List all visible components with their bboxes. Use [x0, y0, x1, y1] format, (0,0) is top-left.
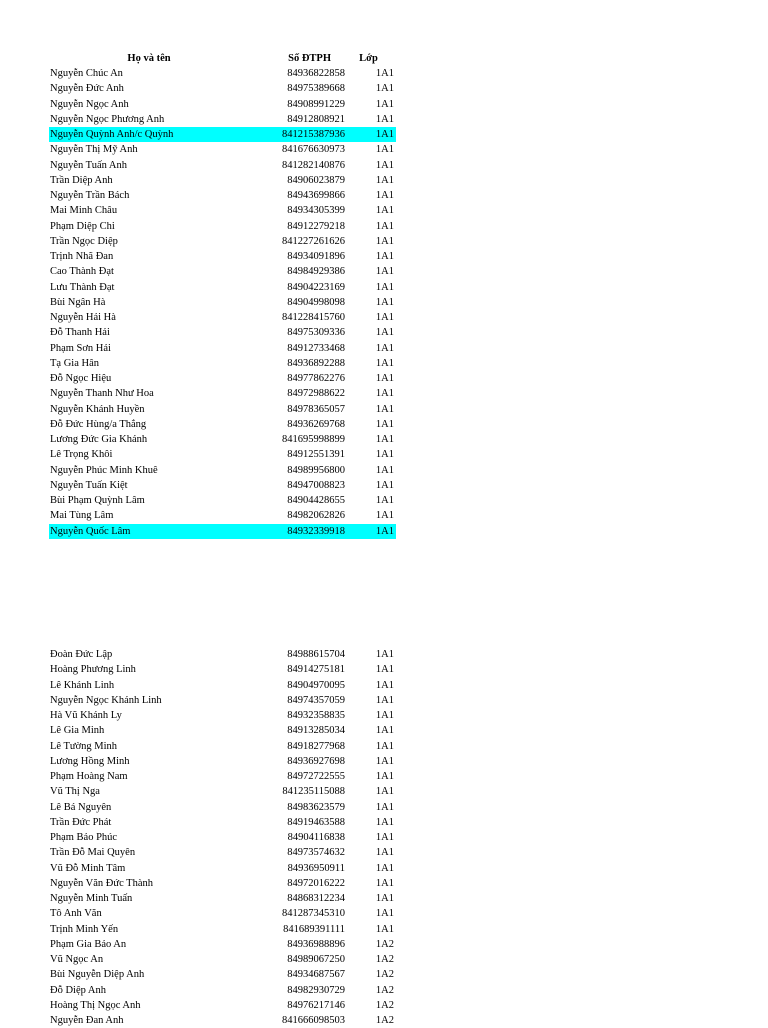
cell-class[interactable]: 1A2	[375, 984, 394, 996]
cell-name[interactable]: Trịnh Minh Yến	[50, 923, 119, 935]
table-row	[49, 417, 396, 432]
cell-name[interactable]: Trần Ngọc Diệp	[50, 235, 118, 247]
cell-class[interactable]: 1A1	[375, 266, 394, 278]
table-row	[49, 158, 396, 173]
table-row	[49, 876, 396, 891]
cell-name[interactable]: Nguyễn Phúc Minh Khuê	[50, 464, 158, 476]
table-body-bottom	[49, 647, 396, 1028]
cell-name[interactable]: Cao Thành Đạt	[50, 266, 114, 278]
cell-class[interactable]: 1A1	[375, 449, 394, 461]
cell-name[interactable]: Mai Minh Châu	[50, 205, 118, 217]
table-row	[49, 815, 396, 830]
table-row	[49, 662, 396, 677]
cell-phone[interactable]: 84988615704	[287, 649, 345, 660]
cell-class[interactable]: 1A1	[375, 83, 394, 95]
cell-name[interactable]: Đỗ Diệp Anh	[50, 984, 106, 996]
cell-phone[interactable]: 84932339918	[249, 524, 349, 539]
cell-name[interactable]: Nguyễn Đan Anh	[50, 1015, 124, 1026]
cell-class[interactable]: 1A1	[375, 235, 394, 247]
cell-class[interactable]: 1A1	[375, 710, 394, 721]
header-class[interactable]: Lớp	[359, 53, 378, 64]
table-row	[49, 983, 396, 998]
cell-name[interactable]: Nguyễn Ngọc Khánh Linh	[50, 694, 162, 706]
cell-name[interactable]: Mai Tùng Lâm	[50, 510, 114, 522]
cell-phone[interactable]: 84912279218	[287, 220, 345, 232]
cell-name[interactable]: Phạm Gia Bảo An	[50, 938, 127, 950]
cell-phone[interactable]: 84975309336	[287, 327, 345, 339]
table-row	[49, 800, 396, 815]
cell-class[interactable]: 1A1	[375, 205, 394, 217]
table-row	[49, 112, 396, 127]
cell-class[interactable]: 1A1	[375, 327, 394, 339]
cell-phone[interactable]: 841666098503	[282, 1015, 345, 1026]
header-phone[interactable]: Số ĐTPH	[288, 53, 331, 64]
cell-class[interactable]: 1A1	[375, 357, 394, 369]
cell-name[interactable]: Vũ Thị Nga	[50, 786, 100, 798]
contacts-table-top	[49, 51, 396, 539]
cell-name[interactable]: Vũ Đỗ Minh Tâm	[50, 862, 126, 874]
cell-name[interactable]: Bùi Phạm Quỳnh Lâm	[50, 495, 145, 506]
cell-class[interactable]: 1A2	[375, 938, 394, 950]
table-row	[49, 249, 396, 264]
cell-class[interactable]: 1A1	[375, 98, 394, 110]
cell-phone[interactable]: 84936988896	[287, 938, 345, 950]
cell-name[interactable]: Nguyễn Minh Tuấn	[50, 893, 133, 904]
cell-phone[interactable]: 84912808921	[287, 113, 345, 125]
cell-name[interactable]: Nguyễn Hải Hà	[50, 312, 116, 323]
cell-phone[interactable]: 841228415760	[282, 312, 345, 323]
cell-class[interactable]: 1A1	[375, 725, 394, 737]
cell-name[interactable]: Hà Vũ Khánh Ly	[50, 710, 122, 721]
table-row	[49, 386, 396, 401]
cell-phone[interactable]: 84982062826	[287, 510, 345, 522]
table-row	[49, 295, 396, 310]
cell-phone[interactable]: 84972722555	[287, 771, 345, 782]
table-row	[49, 906, 396, 921]
cell-class[interactable]: 1A1	[375, 174, 394, 186]
cell-class[interactable]: 1A1	[375, 113, 394, 125]
cell-phone[interactable]: 84943699866	[287, 190, 345, 201]
table-row	[49, 188, 396, 203]
table-row	[49, 127, 396, 142]
header-row	[49, 51, 396, 66]
cell-phone[interactable]: 84976217146	[287, 999, 345, 1011]
cell-name[interactable]: Lưu Thành Đạt	[50, 281, 115, 293]
cell-phone[interactable]: 84932358835	[287, 710, 345, 721]
table-row	[49, 754, 396, 769]
cell-class[interactable]: 1A1	[375, 281, 394, 293]
cell-name[interactable]: Hoàng Phương Linh	[50, 664, 136, 676]
cell-class[interactable]: 1A1	[349, 524, 396, 539]
cell-name[interactable]: Bùi Ngân Hà	[50, 296, 106, 308]
table-row	[49, 998, 396, 1013]
cell-class[interactable]: 1A1	[375, 755, 394, 767]
cell-phone[interactable]: 841282140876	[282, 159, 345, 171]
cell-phone[interactable]: 84972016222	[287, 877, 345, 889]
table-row	[49, 264, 396, 279]
cell-class[interactable]: 1A1	[375, 740, 394, 752]
table-row	[49, 647, 396, 662]
table-row	[49, 478, 396, 493]
contacts-table-bottom	[49, 647, 396, 1028]
cell-class[interactable]: 1A1	[375, 68, 394, 79]
cell-phone[interactable]: 84978365057	[287, 403, 345, 415]
cell-phone[interactable]: 841689391111	[283, 923, 345, 935]
table-row	[49, 234, 396, 249]
table-row	[49, 432, 396, 447]
cell-name[interactable]: Nguyễn Thanh Như Hoa	[50, 388, 154, 400]
cell-class[interactable]: 1A1	[375, 220, 394, 232]
cell-name[interactable]: Lê Bá Nguyên	[50, 801, 112, 813]
cell-class[interactable]: 1A1	[375, 679, 394, 691]
cell-phone[interactable]: 841676630973	[282, 144, 345, 156]
cell-class[interactable]: 1A1	[375, 801, 394, 813]
cell-class[interactable]: 1A1	[375, 388, 394, 400]
cell-name[interactable]: Phạm Bảo Phúc	[50, 832, 118, 843]
cell-phone[interactable]: 84936822858	[287, 68, 345, 79]
cell-phone[interactable]: 84912733468	[287, 342, 345, 354]
cell-name[interactable]: Phạm Sơn Hải	[50, 342, 111, 354]
table-row	[49, 493, 396, 508]
cell-phone[interactable]: 841235115088	[282, 786, 345, 798]
table-row	[49, 524, 396, 539]
table-row	[49, 723, 396, 738]
cell-phone[interactable]: 84934305399	[287, 205, 345, 217]
cell-phone[interactable]: 84989067250	[287, 954, 345, 965]
table-row	[49, 463, 396, 478]
table-row	[49, 922, 396, 937]
cell-class[interactable]: 1A1	[375, 342, 394, 354]
cell-name[interactable]: Lê Tường Minh	[50, 740, 118, 752]
cell-class[interactable]: 1A1	[375, 373, 394, 384]
table-row	[49, 508, 396, 523]
cell-phone[interactable]: 84904998098	[287, 296, 345, 308]
cell-class[interactable]: 1A1	[375, 495, 394, 506]
table-row	[49, 81, 396, 96]
cell-class[interactable]: 1A1	[375, 251, 394, 262]
cell-phone[interactable]: 84947008823	[287, 479, 345, 491]
cell-phone[interactable]: 84868312234	[287, 893, 345, 904]
table-row	[49, 203, 396, 218]
table-row	[49, 280, 396, 295]
cell-name[interactable]: Lương Đức Gia Khánh	[50, 434, 148, 445]
cell-class[interactable]: 1A1	[375, 418, 394, 430]
table-row	[49, 447, 396, 462]
cell-class[interactable]: 1A1	[349, 127, 396, 142]
cell-name[interactable]: Đỗ Đức Hùng/a Thắng	[50, 418, 147, 430]
cell-name[interactable]: Phạm Diệp Chi	[50, 220, 115, 232]
table-row	[49, 219, 396, 234]
cell-name[interactable]: Nguyễn Quốc Lâm	[49, 524, 249, 539]
cell-phone[interactable]: 84984929386	[287, 266, 345, 278]
cell-name[interactable]: Nguyễn Chúc An	[50, 68, 123, 79]
cell-class[interactable]: 1A1	[375, 510, 394, 522]
table-row	[49, 402, 396, 417]
cell-name[interactable]: Đỗ Thanh Hải	[50, 327, 110, 339]
table-row	[49, 142, 396, 157]
cell-class[interactable]: 1A1	[375, 403, 394, 415]
cell-name[interactable]: Nguyễn Trần Bách	[50, 190, 130, 201]
cell-name[interactable]: Nguyễn Ngọc Phương Anh	[50, 113, 165, 125]
cell-class[interactable]: 1A1	[375, 771, 394, 782]
cell-phone[interactable]: 84904428655	[287, 495, 345, 506]
cell-phone[interactable]: 84982930729	[287, 984, 345, 996]
table-row	[49, 891, 396, 906]
cell-name[interactable]: Tô Anh Văn	[50, 908, 102, 920]
cell-class[interactable]: 1A1	[375, 312, 394, 323]
cell-name[interactable]: Nguyễn Tuấn Kiệt	[50, 479, 128, 491]
cell-phone[interactable]: 84983623579	[287, 801, 345, 813]
cell-class[interactable]: 1A1	[375, 664, 394, 676]
cell-name[interactable]: Nguyễn Ngọc Anh	[50, 98, 129, 110]
cell-name[interactable]: Lê Gia Minh	[50, 725, 105, 737]
cell-class[interactable]: 1A1	[375, 847, 394, 859]
table-row	[49, 1013, 396, 1028]
table-row	[49, 784, 396, 799]
cell-name[interactable]: Nguyễn Đức Anh	[50, 83, 124, 95]
table-row	[49, 66, 396, 81]
cell-name[interactable]: Trần Đỗ Mai Quyên	[50, 847, 136, 859]
cell-class[interactable]: 1A2	[375, 954, 394, 965]
cell-class[interactable]: 1A1	[375, 159, 394, 171]
cell-class[interactable]: 1A1	[375, 694, 394, 706]
table-row	[49, 830, 396, 845]
cell-class[interactable]: 1A1	[375, 434, 394, 445]
cell-class[interactable]: 1A1	[375, 877, 394, 889]
cell-phone[interactable]: 84904223169	[287, 281, 345, 293]
cell-class[interactable]: 1A1	[375, 479, 394, 491]
cell-name[interactable]: Bùi Nguyễn Diệp Anh	[50, 969, 145, 981]
cell-phone[interactable]: 84913285034	[287, 725, 345, 737]
table-row	[49, 356, 396, 371]
cell-name[interactable]: Tạ Gia Hân	[50, 357, 99, 369]
cell-name[interactable]: Vũ Ngọc An	[50, 954, 104, 965]
cell-name[interactable]: Đoàn Đức Lập	[50, 649, 113, 660]
cell-phone[interactable]: 841227261626	[282, 235, 345, 247]
table-row	[49, 861, 396, 876]
cell-class[interactable]: 1A1	[375, 893, 394, 904]
cell-name[interactable]: Trần Đức Phát	[50, 816, 112, 828]
spreadsheet-section-bottom	[49, 647, 396, 1028]
cell-phone[interactable]: 84919463588	[287, 816, 345, 828]
table-row	[49, 371, 396, 386]
table-row	[49, 693, 396, 708]
table-row	[49, 769, 396, 784]
cell-phone[interactable]: 84936927698	[287, 755, 345, 767]
cell-name[interactable]: Nguyễn Văn Đức Thành	[50, 877, 153, 889]
table-row	[49, 967, 396, 982]
cell-name[interactable]: Nguyễn Khánh Huyền	[50, 403, 145, 415]
cell-name[interactable]: Hoàng Thị Ngọc Anh	[50, 999, 141, 1011]
cell-name[interactable]: Lê Trọng Khôi	[50, 449, 113, 461]
cell-phone[interactable]: 84904970095	[287, 679, 345, 691]
cell-name[interactable]: Nguyễn Tuấn Anh	[50, 159, 128, 171]
cell-phone[interactable]: 84936950911	[287, 862, 345, 874]
cell-name[interactable]: Đỗ Ngọc Hiệu	[50, 373, 112, 384]
cell-name[interactable]: Trịnh Nhã Đan	[50, 251, 114, 262]
cell-phone[interactable]: 84972988622	[287, 388, 345, 400]
cell-class[interactable]: 1A1	[375, 832, 394, 843]
cell-class[interactable]: 1A1	[375, 908, 394, 920]
cell-name[interactable]: Phạm Hoàng Nam	[50, 771, 128, 782]
cell-class[interactable]: 1A1	[375, 464, 394, 476]
cell-class[interactable]: 1A1	[375, 296, 394, 308]
table-row	[49, 97, 396, 112]
table-row	[49, 341, 396, 356]
cell-name[interactable]: Nguyễn Quỳnh Anh/c Quỳnh	[49, 127, 249, 142]
cell-class[interactable]: 1A1	[375, 816, 394, 828]
cell-class[interactable]: 1A1	[375, 649, 394, 660]
cell-name[interactable]: Lê Khánh Linh	[50, 679, 115, 691]
cell-phone[interactable]: 841287345310	[282, 908, 345, 920]
header-name[interactable]: Họ và tên	[127, 53, 171, 64]
table-row	[49, 952, 396, 967]
cell-phone[interactable]: 84936892288	[287, 357, 345, 369]
table-row	[49, 678, 396, 693]
cell-phone[interactable]: 84936269768	[287, 418, 345, 430]
cell-name[interactable]: Lương Hồng Minh	[50, 755, 130, 767]
cell-phone[interactable]: 84912551391	[287, 449, 345, 461]
cell-class[interactable]: 1A2	[375, 1015, 394, 1026]
table-row	[49, 739, 396, 754]
cell-class[interactable]: 1A1	[375, 862, 394, 874]
cell-phone[interactable]: 84914275181	[287, 664, 345, 676]
table-row	[49, 325, 396, 340]
cell-phone[interactable]: 84934687567	[287, 969, 345, 981]
cell-phone[interactable]: 84934091896	[287, 251, 345, 262]
cell-phone[interactable]: 841695998899	[282, 434, 345, 445]
cell-phone[interactable]: 84977862276	[287, 373, 345, 384]
cell-class[interactable]: 1A1	[375, 786, 394, 798]
cell-class[interactable]: 1A1	[375, 144, 394, 156]
cell-class[interactable]: 1A1	[375, 923, 394, 935]
cell-phone[interactable]: 84973574632	[287, 847, 345, 859]
cell-name[interactable]: Nguyễn Thị Mỹ Anh	[50, 144, 138, 156]
table-row	[49, 845, 396, 860]
cell-phone[interactable]: 84906023879	[287, 174, 345, 186]
cell-phone[interactable]: 84904116838	[287, 832, 345, 843]
cell-class[interactable]: 1A2	[375, 969, 394, 981]
cell-class[interactable]: 1A1	[375, 190, 394, 201]
cell-phone[interactable]: 84908991229	[287, 98, 345, 110]
cell-name[interactable]: Trần Diệp Anh	[50, 174, 113, 186]
table-body-top	[49, 66, 396, 539]
cell-phone[interactable]: 84989956800	[287, 464, 345, 476]
cell-phone[interactable]: 84918277968	[287, 740, 345, 752]
cell-phone[interactable]: 841215387936	[249, 127, 349, 142]
table-row	[49, 937, 396, 952]
spreadsheet-section-top	[49, 51, 396, 539]
cell-class[interactable]: 1A2	[375, 999, 394, 1011]
cell-phone[interactable]: 84975389668	[287, 83, 345, 95]
table-row	[49, 310, 396, 325]
cell-phone[interactable]: 84974357059	[287, 694, 345, 706]
table-row	[49, 173, 396, 188]
table-row	[49, 708, 396, 723]
